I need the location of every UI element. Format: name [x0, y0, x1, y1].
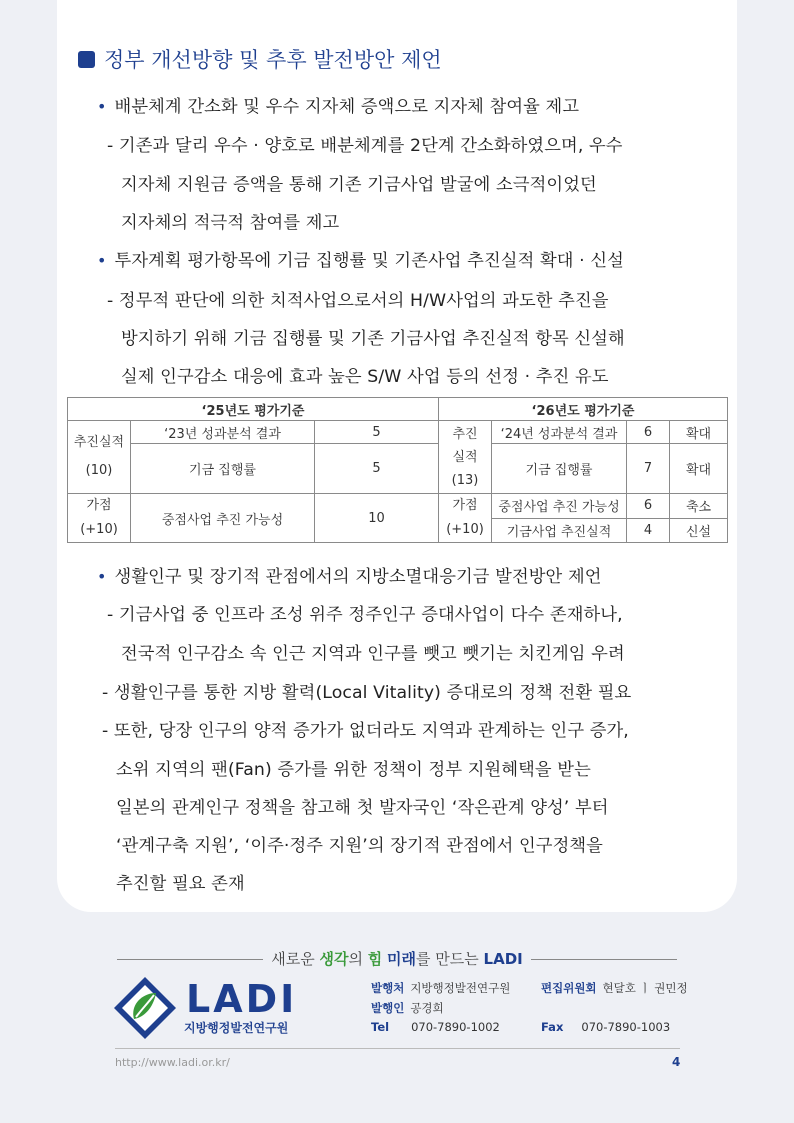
divider: [531, 959, 677, 960]
text-line: 방지하기 위해 기금 집행률 및 기존 기금사업 추진실적 항목 신설해: [121, 329, 625, 349]
group-cell: 추진실적 (10): [68, 421, 131, 494]
table-cell: 기금 집행률: [492, 444, 627, 494]
table-cell: 6: [627, 494, 670, 519]
table-cell: 확대: [670, 421, 728, 444]
bullet-line: • 배분체계 간소화 및 우수 지자체 증액으로 지자체 참여율 제고: [97, 92, 579, 117]
table-cell: 5: [315, 444, 439, 494]
section-title: 정부 개선방향 및 추후 발전방안 제언: [78, 44, 442, 74]
text-line: ‘관계구축 지원’, ‘이주·정주 지원’의 장기적 관점에서 인구정책을: [116, 836, 603, 856]
dash-line: - 생활인구를 통한 지방 활력(Local Vitality) 증대로의 정책 전환 필요: [102, 683, 632, 703]
editor-info: 편집위원회 현달호 ㅣ 권민정: [541, 981, 688, 995]
table-cell: 기금 집행률: [131, 444, 315, 494]
table-header-2026: ‘26년도 평가기준: [439, 398, 728, 421]
issuer-info: 발행인 공경희: [371, 1001, 444, 1015]
fax-info: Fax 070-7890-1003: [541, 1020, 671, 1034]
table-cell: 기금사업 추진실적: [492, 518, 627, 543]
dash-line: - 정무적 판단에 의한 치적사업으로서의 H/W사업의 과도한 추진을: [107, 291, 609, 311]
text-line: 전국적 인구감소 속 인근 지역과 인구를 뺏고 뺏기는 치킨게임 우려: [121, 644, 625, 664]
table-header-2025: ‘25년도 평가기준: [68, 398, 439, 421]
footer-divider: [115, 1048, 680, 1049]
dash-line: - 또한, 당장 인구의 양적 증가가 없더라도 지역과 관계하는 인구 증가,: [102, 721, 629, 741]
footer-tagline: 새로운 생각의 힘 미래를 만드는 LADI: [0, 948, 794, 969]
text-line: 추진할 필요 존재: [116, 874, 245, 894]
tel-info: Tel 070-7890-1002: [371, 1020, 500, 1034]
bullet-line: • 투자계획 평가항목에 기금 집행률 및 기존사업 추진실적 확대 · 신설: [97, 246, 624, 271]
table-cell: 확대: [670, 444, 728, 494]
group-cell: 가점 (+10): [439, 494, 492, 543]
table-cell: 10: [315, 494, 439, 543]
publisher-info: 발행처 지방행정발전연구원: [371, 981, 511, 995]
page-number: 4: [672, 1055, 681, 1069]
text-line: 지자체의 적극적 참여를 제고: [121, 213, 340, 233]
dash-line: - 기금사업 중 인프라 조성 위주 정주인구 증대사업이 다수 존재하나,: [107, 605, 623, 625]
table-cell: 중점사업 추진 가능성: [131, 494, 315, 543]
table-cell: ‘24년 성과분석 결과: [492, 421, 627, 444]
table-cell: 6: [627, 421, 670, 444]
table-cell: 중점사업 추진 가능성: [492, 494, 627, 519]
table-cell: 4: [627, 518, 670, 543]
criteria-table: [67, 397, 728, 543]
table-cell: 7: [627, 444, 670, 494]
website-link[interactable]: http://www.ladi.or.kr/: [115, 1056, 230, 1069]
table-cell: 축소: [670, 494, 728, 519]
square-bullet-icon: [78, 51, 95, 68]
table-cell: 5: [315, 421, 439, 444]
divider: [117, 959, 263, 960]
bullet-line: • 생활인구 및 장기적 관점에서의 지방소멸대응기금 발전방안 제언: [97, 562, 602, 587]
table-cell: ‘23년 성과분석 결과: [131, 421, 315, 444]
logo-subtitle: 지방행정발전연구원: [184, 1021, 289, 1035]
text-line: 일본의 관계인구 정책을 참고해 첫 발자국인 ‘작은관계 양성’ 부터: [116, 798, 609, 818]
ladi-logo-icon: [112, 975, 178, 1041]
text-line: 실제 인구감소 대응에 효과 높은 S/W 사업 등의 선정 · 추진 유도: [121, 367, 609, 387]
text-line: 소위 지역의 팬(Fan) 증가를 위한 정책이 정부 지원혜택을 받는: [116, 760, 591, 780]
group-cell: 추진 실적 (13): [439, 421, 492, 494]
dash-line: - 기존과 달리 우수 · 양호로 배분체계를 2단계 간소화하였으며, 우수: [107, 136, 623, 156]
logo-wordmark: LADI: [186, 977, 298, 1021]
table-cell: 신설: [670, 518, 728, 543]
text-line: 지자체 지원금 증액을 통해 기존 기금사업 발굴에 소극적이었던: [121, 175, 597, 195]
group-cell: 가점 (+10): [68, 494, 131, 543]
